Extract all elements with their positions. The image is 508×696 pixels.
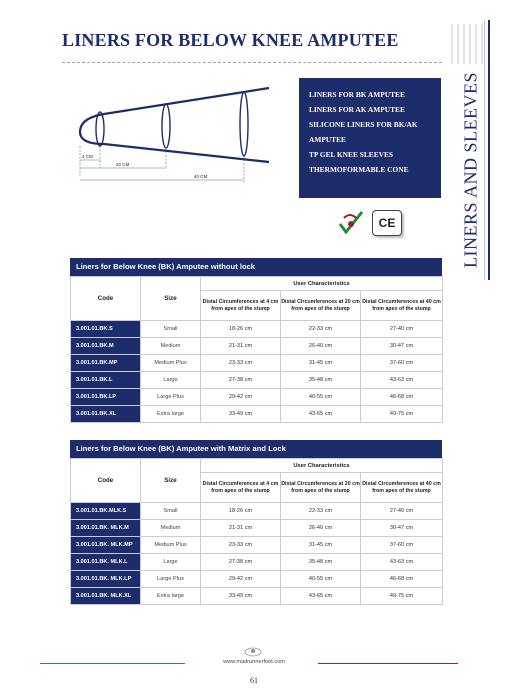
table1-col-d20: Distal Circumferences at 20 cm from apex of the stump	[281, 291, 361, 321]
row-size: Small	[141, 503, 201, 520]
table1-col-d4: Distal Circumferences at 4 cm from apex of the stump	[201, 291, 281, 321]
menu-item-ak-amputee[interactable]: LINERS FOR AK AMPUTEE	[309, 105, 405, 114]
row-d4: 23-33 cm	[201, 537, 281, 554]
ce-mark: CE	[372, 210, 402, 236]
row-d4: 29-42 cm	[201, 389, 281, 406]
row-code: 3.001.01.BK.XL	[71, 406, 141, 423]
row-d40: 27-40 cm	[361, 503, 443, 520]
title-divider	[62, 62, 442, 63]
row-code: 3.001.01.BK. MLK.LP	[71, 571, 141, 588]
row-code: 3.001.01.BK. MLK.XL	[71, 588, 141, 605]
row-d4: 18-26 cm	[201, 321, 281, 338]
corner-grid-decoration	[448, 24, 488, 64]
row-d4: 29-42 cm	[201, 571, 281, 588]
row-d40: 37-60 cm	[361, 355, 443, 372]
table1-heading: Liners for Below Knee (BK) Amputee without lock	[70, 258, 442, 276]
row-size: Large Plus	[141, 571, 201, 588]
row-d40: 30-47 cm	[361, 520, 443, 537]
table-row	[71, 503, 443, 520]
table2-col-d4: Distal Circumferences at 4 cm from apex of the stump	[201, 473, 281, 503]
row-d20: 40-55 cm	[281, 389, 361, 406]
table2	[70, 458, 443, 605]
table-row	[71, 321, 443, 338]
page-number: 61	[250, 676, 258, 685]
row-d4: 21-31 cm	[201, 338, 281, 355]
row-size: Large Plus	[141, 389, 201, 406]
row-code: 3.001.01.BK.M	[71, 338, 141, 355]
menu-item-tp-gel-sleeves[interactable]: TP GEL KNEE SLEEVES	[309, 150, 393, 159]
row-d4: 18-26 cm	[201, 503, 281, 520]
table2-col-size: Size	[141, 459, 201, 503]
page-title: LINERS FOR BELOW KNEE AMPUTEE	[62, 30, 399, 50]
table-row	[71, 389, 443, 406]
row-size: Extra large	[141, 588, 201, 605]
table2-col-d20: Distal Circumferences at 20 cm from apex of the stump	[281, 473, 361, 503]
table2-heading: Liners for Below Knee (BK) Amputee with Matrix and Lock	[70, 440, 442, 458]
row-code: 3.001.01.BK.MP	[71, 355, 141, 372]
table-row	[71, 406, 443, 423]
table-row	[71, 571, 443, 588]
row-size: Medium Plus	[141, 537, 201, 554]
row-d4: 21-31 cm	[201, 520, 281, 537]
menu-item-silicone-liners-cont[interactable]: AMPUTEE	[309, 135, 346, 144]
row-d4: 23-33 cm	[201, 355, 281, 372]
diagram-label-20cm: 20 CM	[116, 162, 130, 167]
footer-runner-logo	[238, 645, 268, 657]
table1-col-d40: Distal Circumferences at 40 cm from apex of the stump	[361, 291, 443, 321]
table-row	[71, 554, 443, 571]
row-code: 3.001.01.BK.LP	[71, 389, 141, 406]
row-code: 3.001.01.BK.S	[71, 321, 141, 338]
side-accent-line	[488, 20, 490, 280]
footer-red-line	[318, 663, 458, 664]
table1-col-code: Code	[71, 277, 141, 321]
table1-user-characteristics: User Characteristics	[201, 277, 443, 291]
row-d40: 46-68 cm	[361, 571, 443, 588]
table-row	[71, 588, 443, 605]
row-d4: 27-38 cm	[201, 372, 281, 389]
product-menu	[299, 78, 441, 198]
row-d4: 33-49 cm	[201, 588, 281, 605]
side-section-text: LINERS AND SLEEVES	[460, 71, 481, 269]
table-row	[71, 338, 443, 355]
row-d20: 31-45 cm	[281, 355, 361, 372]
table2-col-d40: Distal Circumferences at 40 cm from apex of the stump	[361, 473, 443, 503]
row-d40: 46-68 cm	[361, 389, 443, 406]
diagram-label-40cm: 40 CM	[194, 174, 208, 179]
table2-user-characteristics: User Characteristics	[201, 459, 443, 473]
row-code: 3.001.01.BK. MLK.L	[71, 554, 141, 571]
row-d4: 27-38 cm	[201, 554, 281, 571]
table-row	[71, 355, 443, 372]
row-d40: 37-60 cm	[361, 537, 443, 554]
row-d40: 43-63 cm	[361, 554, 443, 571]
row-size: Small	[141, 321, 201, 338]
diagram-label-4cm: 4 CM	[82, 154, 93, 159]
row-size: Medium	[141, 520, 201, 537]
row-d20: 35-48 cm	[281, 554, 361, 571]
table-row	[71, 537, 443, 554]
row-d20: 22-33 cm	[281, 321, 361, 338]
table1-col-size: Size	[141, 277, 201, 321]
menu-item-bk-amputee[interactable]: LINERS FOR BK AMPUTEE	[309, 90, 405, 99]
menu-item-silicone-liners[interactable]: SILICONE LINERS FOR BK/AK	[309, 120, 418, 129]
row-d40: 49-75 cm	[361, 406, 443, 423]
row-size: Medium Plus	[141, 355, 201, 372]
row-d20: 43-65 cm	[281, 588, 361, 605]
row-d40: 43-63 cm	[361, 372, 443, 389]
side-accent-thin	[484, 20, 485, 280]
row-d20: 43-65 cm	[281, 406, 361, 423]
row-d20: 31-45 cm	[281, 537, 361, 554]
row-d4: 33-49 cm	[201, 406, 281, 423]
row-d20: 26-40 cm	[281, 338, 361, 355]
row-code: 3.001.01.BK. MLK.M	[71, 520, 141, 537]
table-row	[71, 372, 443, 389]
made-in-italy-logo	[336, 208, 366, 236]
row-size: Medium	[141, 338, 201, 355]
row-d20: 26-40 cm	[281, 520, 361, 537]
row-d40: 27-40 cm	[361, 321, 443, 338]
footer-website-link[interactable]: www.madrunnerfoot.com	[223, 659, 285, 665]
table-row	[71, 520, 443, 537]
row-d40: 30-47 cm	[361, 338, 443, 355]
row-d20: 40-55 cm	[281, 571, 361, 588]
row-size: Large	[141, 372, 201, 389]
row-code: 3.001.01.BK.L	[71, 372, 141, 389]
side-section-label	[460, 70, 482, 270]
row-size: Extra large	[141, 406, 201, 423]
table1	[70, 276, 443, 423]
row-code: 3.001.01.BK. MLK.MP	[71, 537, 141, 554]
row-d20: 35-48 cm	[281, 372, 361, 389]
table2-col-code: Code	[71, 459, 141, 503]
row-size: Large	[141, 554, 201, 571]
liner-diagram	[74, 74, 284, 194]
row-code: 3.001.01.BK.MLK.S	[71, 503, 141, 520]
row-d40: 49-75 cm	[361, 588, 443, 605]
menu-item-thermoformable-cone[interactable]: THERMOFORMABLE CONE	[309, 165, 409, 174]
row-d20: 22-33 cm	[281, 503, 361, 520]
